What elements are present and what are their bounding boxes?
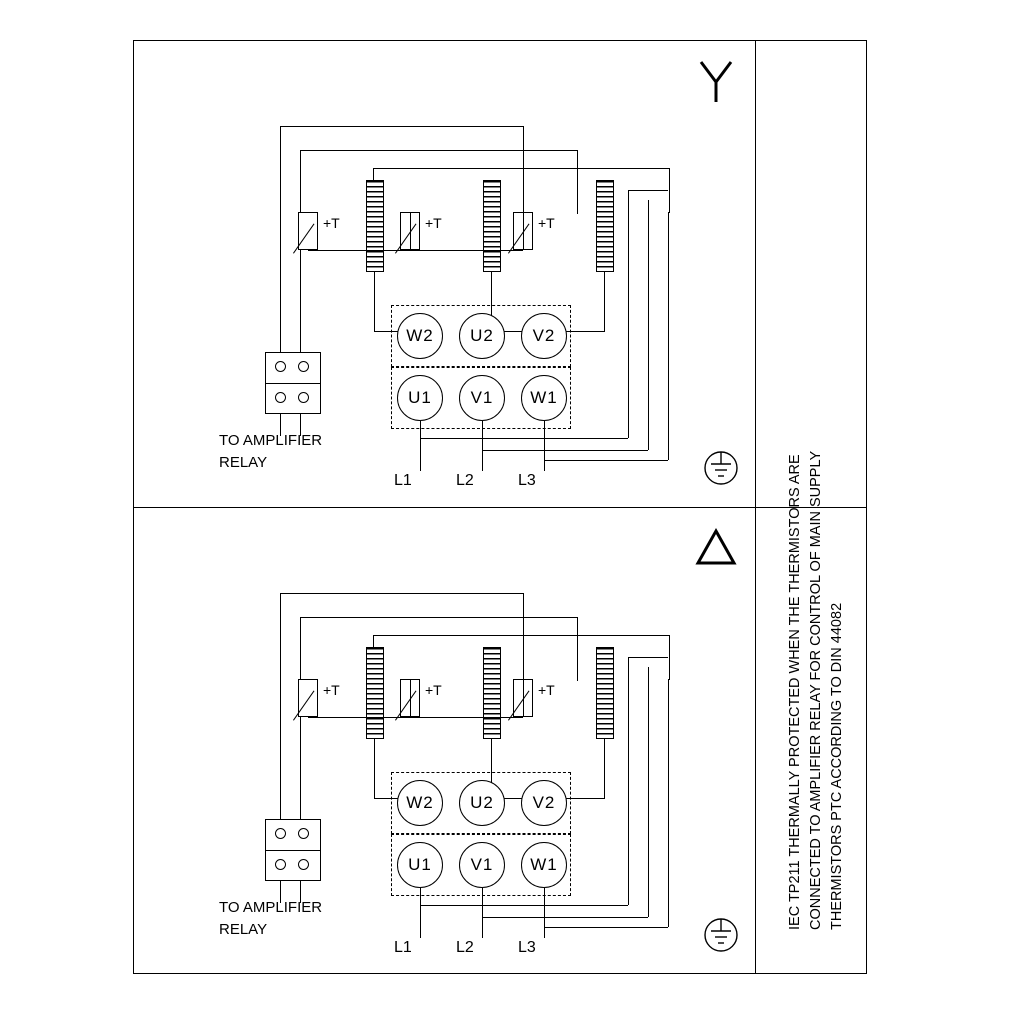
phase-label-l2: L2 [456,939,474,956]
terminal-dot-1 [275,361,286,372]
wire-ptc3-v [523,679,524,717]
amplifier-label-line1: TO AMPLIFIER [219,899,323,916]
phase-label-l3: L3 [518,939,536,956]
note-line-1: IEC TP211 THERMALLY PROTECTED WHEN THE THERMISTORS ARE [787,454,803,930]
wire-coil3-down [604,739,605,799]
earth-symbol [698,912,744,958]
terminal-dot-2 [298,361,309,372]
note-line-2: CONNECTED TO AMPLIFIER RELAY FOR CONTROL OF MAIN SUPPLY [808,450,824,930]
wire-ptc-link-1 [308,250,410,251]
coil-2 [483,180,501,272]
wire-ptc-link-1 [308,717,410,718]
amplifier-label-line1: TO AMPLIFIER [219,432,323,449]
wire-top-3 [373,635,669,636]
terminal-block-divider [266,850,320,851]
wire-coil1-down [374,739,375,799]
earth-symbol [698,445,744,491]
thermistor-1 [298,212,318,250]
coil-3 [596,180,614,272]
phase-label-l3: L3 [518,472,536,489]
wire-return-2-v [648,667,649,917]
wire-top-2-down [577,617,578,681]
wire-ptc-left-up [280,126,281,356]
thermistor-1-label: +T [323,682,340,698]
wire-l3 [544,888,545,938]
terminal-v1[interactable]: V1 [459,375,505,421]
terminal-w2[interactable]: W2 [397,313,443,359]
coil-2 [483,647,501,739]
wire-top-2-down [577,150,578,214]
star-symbol [693,58,739,104]
wire-l2 [482,421,483,471]
wire-ptc-link-2 [410,717,523,718]
wire-return-top-link [628,657,668,658]
wire-return-2-v [648,200,649,450]
thermistor-3-label: +T [538,215,555,231]
wire-ptc-left-up-2 [300,617,301,823]
thermistor-1-label: +T [323,215,340,231]
terminal-w1[interactable]: W1 [521,375,567,421]
terminal-dot-3 [275,859,286,870]
terminal-dot-4 [298,859,309,870]
terminal-dot-2 [298,828,309,839]
terminal-dot-1 [275,828,286,839]
wire-ptc-link-2 [410,250,523,251]
phase-label-l1: L1 [394,472,412,489]
coil-1 [366,647,384,739]
wire-coil1-down [374,272,375,332]
wire-top-2 [300,617,577,618]
wire-return-3 [544,460,668,461]
thermistor-3-label: +T [538,682,555,698]
wire-return-top-link [628,190,668,191]
wire-ptc3-v [523,212,524,250]
wire-top-3-right [669,635,670,680]
terminal-v2[interactable]: V2 [521,780,567,826]
wire-coil3-down [604,272,605,332]
terminal-w1[interactable]: W1 [521,842,567,888]
terminal-w2[interactable]: W2 [397,780,443,826]
terminal-u2[interactable]: U2 [459,780,505,826]
notes-column [755,40,867,974]
wire-return-1 [420,905,628,906]
wire-top-3-right [669,168,670,213]
wire-top-3 [373,168,669,169]
panel-star [133,40,755,507]
wire-l1 [420,421,421,471]
wire-top-1-down [523,593,524,681]
wire-return-2 [482,450,648,451]
phase-label-l1: L1 [394,939,412,956]
wire-return-3-v [668,212,669,460]
panel-delta [133,507,755,974]
terminal-dot-3 [275,392,286,403]
wire-return-1-v [628,657,629,905]
terminal-block-divider [266,383,320,384]
terminal-v1[interactable]: V1 [459,842,505,888]
terminal-u1[interactable]: U1 [397,842,443,888]
terminal-u1[interactable]: U1 [397,375,443,421]
amplifier-terminal-block [265,352,321,414]
thermistor-2-label: +T [425,215,442,231]
wire-return-1-v [628,190,629,438]
note-line-3: THERMISTORS PTC ACCORDING TO DIN 44082 [829,602,845,930]
wire-top-1 [280,126,523,127]
terminal-dot-4 [298,392,309,403]
wire-top-1-down [523,126,524,214]
wire-ptc2-v [410,679,411,717]
wire-l3 [544,421,545,471]
wire-l1 [420,888,421,938]
coil-3 [596,647,614,739]
coil-1 [366,180,384,272]
delta-symbol [693,525,739,569]
wire-ptc-left-up [280,593,281,823]
wire-ptc-left-up-2 [300,150,301,356]
wire-ptc2-v [410,212,411,250]
wire-l2 [482,888,483,938]
amplifier-label-line2: RELAY [219,454,268,471]
wire-top-1 [280,593,523,594]
amplifier-terminal-block [265,819,321,881]
phase-label-l2: L2 [456,472,474,489]
thermistor-1 [298,679,318,717]
amplifier-label-line2: RELAY [219,921,268,938]
wire-return-2 [482,917,648,918]
wire-top-2 [300,150,577,151]
terminal-v2[interactable]: V2 [521,313,567,359]
wire-return-1 [420,438,628,439]
wire-return-3 [544,927,668,928]
thermistor-2-label: +T [425,682,442,698]
wire-return-3-v [668,679,669,927]
terminal-u2[interactable]: U2 [459,313,505,359]
